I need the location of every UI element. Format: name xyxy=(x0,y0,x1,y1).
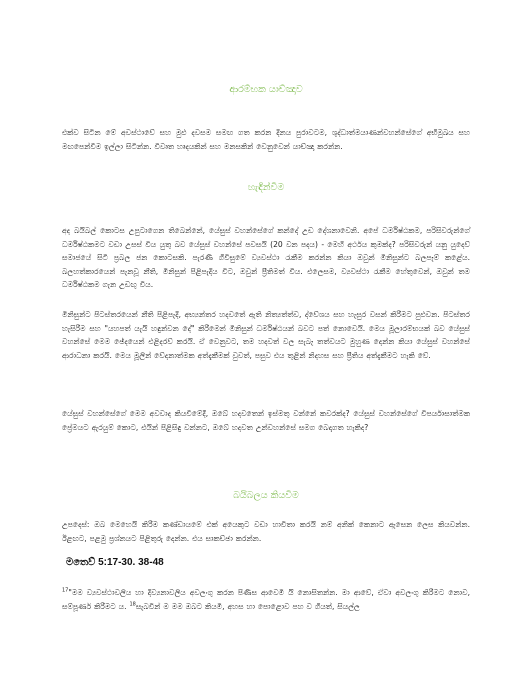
introduction-paragraph-2: මිනිසුන්ට පිටස්තරයෙන් නීති පිළිපැදි, අභ්‍යන්තර හදවතේ ඇති නිත්‍යත්ත්ව, ද්වේශය සහ හැසුර වසන් කිරීමට පුළුවන. පිටස්තර හැසිරීම සහ "යහපත් යැයි හඳුන්වන දේ" කිරීමෙන් මිනිසුන් ධර්මිෂ්ඨයන් බවට පත් නොවෙයි. මෙය මූලාරම්භයක් බව යේසුස් වහන්සේ මෙම ඡේදයෙන් එළිදරව් කරයි. ඒ වෙනුවට, තම හදවත් වල සැබෑ තත්වයට මුහුණ දෙන්න කියා යේසුස් වහන්සේ ආරාධනා කරයි. මෙය මූලින් වේදනාත්මක අත්දැකීමක් වුවත්, පසුව එය තුළින් නිදහස සහ ප්‍රීතිය අත්දැකීමට හැකි වේ. xyxy=(62,310,470,360)
scripture-reference: මතෙව් 5:17-30. 38-48 xyxy=(66,557,164,568)
opening-prayer-paragraph: එක්ව සිටින මේ අවස්ථාවේ සහ මුළු දවසම සමඟ ගත කරන දිනය පුරාවටම, ශුද්ධාත්මයාණන්වහන්සේගේ අභිමුඛය සහ මඟපෙන්වීම ඉල්ලා සිටින්න. විවෘත හෘදයකින් සහ මනසකින් වෙනුවෙන් යාච්ඤා කරන්න. xyxy=(62,128,470,151)
bible-reading-instructions: උපදෙස්: ඔබ මෙහෙයි කිරීම කණ්ඩායමේ එක් අයෙකුට වඩා හාවිතා කරයි නම් අනික් කෙනාට ඇසෙන ලෙස කියවන්න. ඊළඟට, පළමු ප්‍රශ්නයට පිළිතුරු දෙන්න. එය සාකච්ඡා කරන්න. xyxy=(62,520,470,543)
verse-text: "මම ව්‍යවස්ථාවලිය හා දිව්‍යනාවලිය අවලංගු කරන පිණිස ආවෙමි යි නොසිතන්න. මා ආවේ, ඒවා අවලංගු කිරීමට නොව, සම්පූර්ණ කිරීමට ය. xyxy=(62,588,470,611)
opening-prayer-heading: ආරම්භක යාච්ඤාව xyxy=(229,84,303,95)
bible-reading-heading: බයිබලය කියවීම xyxy=(233,490,299,501)
introduction-paragraph-3: යේසුස් වහන්සේගේ මෙම අවවාද කියවීමේදී, ඔබේ හදවතෙන් ඉස්මතු වන්නේ කවරක්ද? යේසුස් වහන්සේගේ විපර්යාසාත්මක ප්‍රේමයට ඇරයුම් කොට, එයින් පිළිසිඳු වන්නට, ඔබේ හදවත උන්වහන්සේ සමග බෙදාගත හැකිද? xyxy=(62,409,470,432)
scripture-passage xyxy=(62,586,470,613)
verse-number: 18 xyxy=(129,600,136,607)
verse-text: සැබවින් ම මම ඔබට කියමි, අහස හා පොළොව පහ ව ගියත්, සියල්ල xyxy=(135,601,360,611)
introduction-paragraph-1: අද බයිබල් කොටස උපුටාගෙන තිබෙන්නේ, යේසුස් වහන්සේගේ කන්දේ උඩ දේශනාවෙනි. අපේ ධර්මිෂ්ඨකම, පරිසිවරුන්ගේ ධර්මිෂ්ඨකමට වඩා උසස් විය යුතු බව යේසුස් වහන්සේ පවසයි (20 වන පදය) - මෙහි අර්ථය කුමක්ද? පරිසිවරුන් යනු යුදෙව් සමාජයේ සිටි ප්‍රබල ජන කොටසකි. පැරණි ගිවිසුමේ ව්‍යවස්ථා රැකීම කරන්න කියා ඔවුන් මිනිසුන්ට බලපෑම් කළේය. බලහත්කාරයෙන් පැනවූ නීති, මිනිසුන් පිළිපැදිය විට, ඔවුන් ප්‍රීතිමත් විය. එලෙසම, ව්‍යවස්ථා රැකීම හේතුවෙන්, ඔවුන් තම ධර්මිෂ්ඨකම ගැන උඩඟු විය. xyxy=(62,226,470,289)
introduction-heading: හැඳින්වීම xyxy=(247,182,285,193)
verse-number: 17 xyxy=(62,587,69,594)
